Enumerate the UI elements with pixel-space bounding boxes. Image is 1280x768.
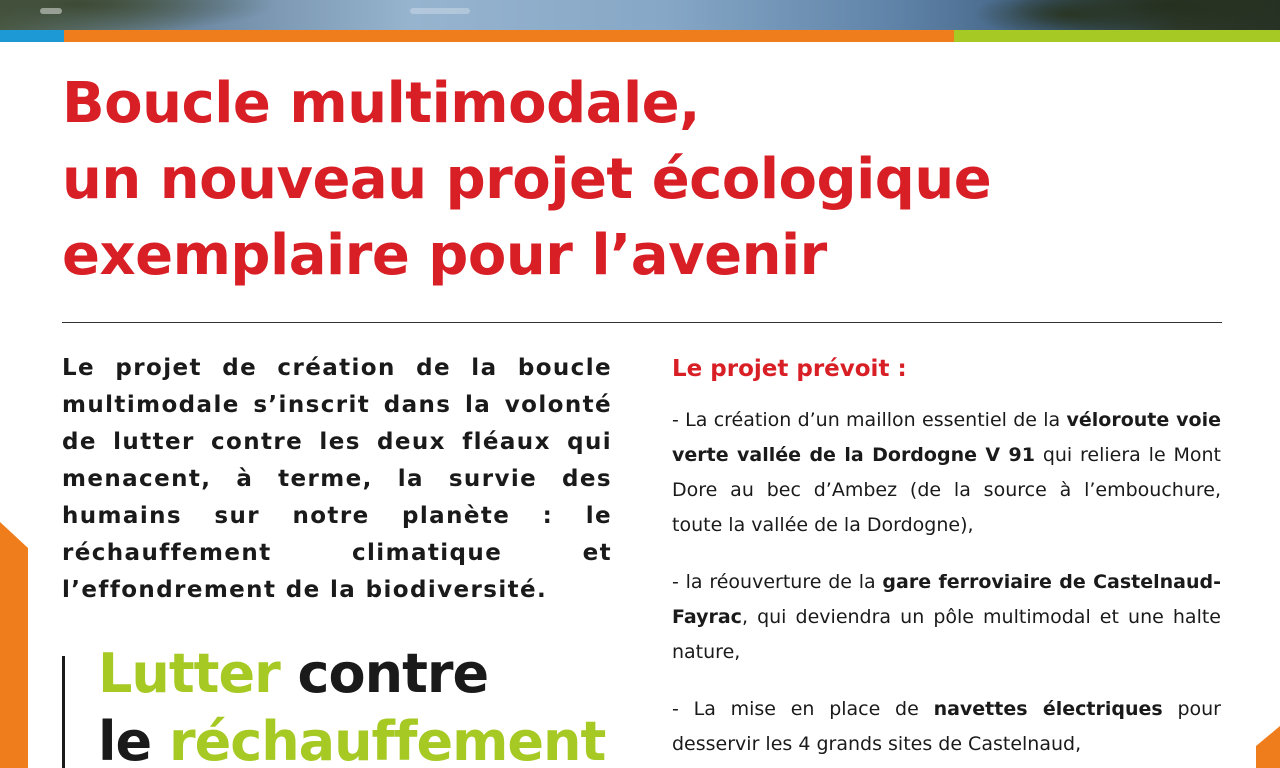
- pull-quote-line-1: [98, 640, 605, 708]
- title-line-1: Boucle multimodale,: [62, 71, 700, 136]
- title-line-3: exemplaire pour l’avenir: [62, 223, 827, 288]
- project-item-text: - La création d’un maillon essentiel de la: [672, 409, 1067, 431]
- intro-paragraph: Le projet de création de la boucle multimodale s’inscrit dans la volonté de lutter contre les deux fléaux qui menacent, à terme, la survie des humains sur notre planète : le réchauffement climatique et l’effondrement de la biodiversité.: [62, 355, 612, 603]
- color-bar-green: [954, 30, 1280, 42]
- project-item-text: , qui deviendra un pôle multimodal et une halte nature,: [672, 606, 1221, 663]
- side-decoration-left: [0, 522, 28, 768]
- title-divider: [62, 322, 1222, 323]
- quote-bar: [62, 656, 65, 768]
- pull-quote-text: le: [98, 710, 169, 768]
- project-heading: Le projet prévoit :: [672, 356, 907, 382]
- color-bar-blue: [0, 30, 64, 42]
- pull-quote-line-2: [98, 708, 605, 768]
- photo-highlight: [40, 8, 62, 14]
- page-title: [62, 66, 1222, 294]
- project-item: [672, 403, 1221, 543]
- pull-quote: [98, 640, 605, 768]
- project-item-emphasis: navettes électriques: [933, 698, 1163, 720]
- project-item-text: qui reliera le Mont Dore au bec d’Ambez (de la source à l’embouchure, toute la vallée de la Dordogne),: [672, 444, 1221, 536]
- title-line-2: un nouveau projet écologique: [62, 147, 992, 212]
- photo-highlight: [410, 8, 470, 14]
- project-item: [672, 692, 1221, 762]
- pull-quote-text: contre: [279, 642, 489, 705]
- pull-quote-highlight: Lutter: [98, 642, 280, 705]
- project-item-text: - la réouverture de la: [672, 571, 883, 593]
- project-item-emphasis: véloroute voie verte vallée de la Dordogne V 91: [672, 409, 1221, 466]
- project-item-text: - La mise en place de: [672, 698, 934, 720]
- color-bar-orange: [64, 30, 954, 42]
- project-item-emphasis: gare ferroviaire de Castelnaud-Fayrac: [672, 571, 1222, 628]
- project-item: [672, 565, 1221, 670]
- pull-quote-highlight: réchauffement: [168, 710, 606, 768]
- project-item-text: pour desservir les 4 grands sites de Castelnaud,: [672, 698, 1221, 755]
- header-photo-strip: [0, 0, 1280, 30]
- project-section: [672, 352, 1221, 768]
- side-decoration-right: [1256, 726, 1280, 768]
